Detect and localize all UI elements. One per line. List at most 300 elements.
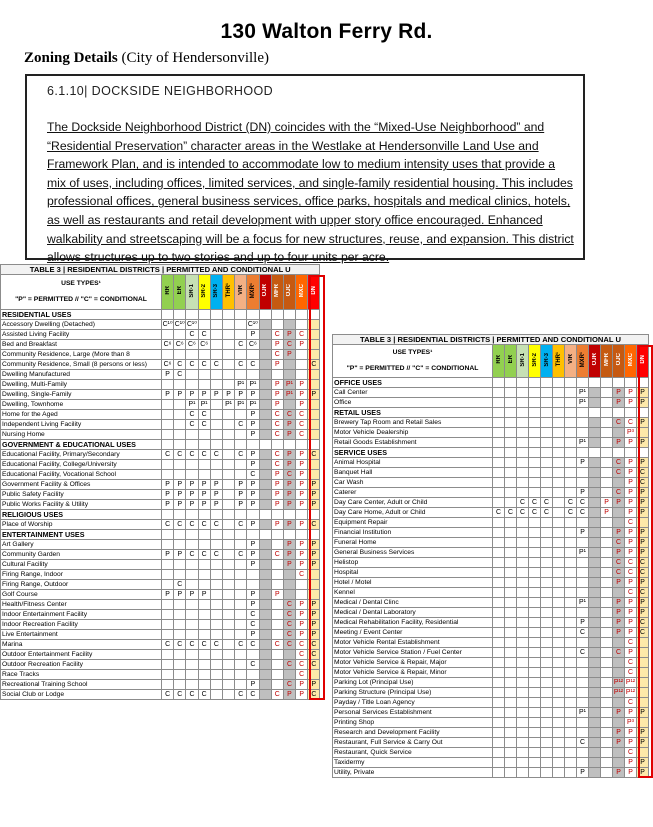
zone-cell (296, 590, 308, 600)
zone-cell (565, 588, 577, 598)
zone-cell (505, 518, 517, 528)
zone-cell (529, 388, 541, 398)
zone-cell (283, 510, 295, 520)
zone-cell (235, 570, 247, 580)
table-row (1, 460, 320, 470)
zone-cell (517, 568, 529, 578)
zone-cell (637, 718, 649, 728)
zone-cell (259, 420, 271, 430)
zoning-city: (City of Hendersonville) (117, 50, 269, 66)
zone-label: OJC (615, 353, 622, 366)
zone-cell (529, 618, 541, 628)
zone-cell (247, 510, 259, 520)
zone-cell: P (296, 680, 308, 690)
zone-cell (198, 630, 210, 640)
zone-cell (259, 550, 271, 560)
zone-cell (517, 638, 529, 648)
zone-cell (517, 558, 529, 568)
zone-cell (505, 398, 517, 408)
zone-cell (541, 448, 553, 458)
zone-cell: P (308, 480, 320, 490)
zone-cell: C (235, 520, 247, 530)
zone-cell (259, 470, 271, 480)
zone-cell: C (308, 640, 320, 650)
zone-cell (613, 378, 625, 388)
zone-cell (174, 650, 186, 660)
zone-cell (259, 390, 271, 400)
zone-cell (553, 688, 565, 698)
zone-cell (174, 310, 186, 320)
table-row (333, 588, 649, 598)
zone-cell (613, 698, 625, 708)
zone-cell (553, 588, 565, 598)
zone-cell: C (613, 538, 625, 548)
zone-cell (222, 610, 234, 620)
zone-cell: C (174, 360, 186, 370)
zone-cell (613, 478, 625, 488)
zone-cell (222, 620, 234, 630)
zone-header-mfr (601, 345, 613, 378)
zone-cell (637, 428, 649, 438)
zone-cell (517, 398, 529, 408)
use-label: Outdoor Recreation Facility (1, 660, 162, 670)
use-label: Restaurant, Full Service & Carry Out (333, 738, 493, 748)
zone-cell (493, 398, 505, 408)
zone-cell (505, 768, 517, 778)
zone-cell (529, 728, 541, 738)
zone-cell: P (283, 550, 295, 560)
zone-cell (493, 418, 505, 428)
table-row (1, 650, 320, 660)
zone-cell (259, 530, 271, 540)
zone-cell: C (198, 450, 210, 460)
zone-cell (613, 428, 625, 438)
zone-cell (589, 698, 601, 708)
zone-cell: C (235, 360, 247, 370)
zone-header-er (174, 275, 186, 310)
zone-cell (186, 460, 198, 470)
zone-cell (247, 350, 259, 360)
zone-cell: P (308, 500, 320, 510)
zone-cell (541, 428, 553, 438)
table-row (1, 330, 320, 340)
zone-cell: P (247, 390, 259, 400)
zone-cell (637, 448, 649, 458)
zone-cell: P¹ (577, 548, 589, 558)
zone-cell (517, 388, 529, 398)
zone-cell (541, 638, 553, 648)
table-row (333, 558, 649, 568)
use-types-header (333, 345, 493, 378)
zone-cell (222, 550, 234, 560)
zone-cell (162, 650, 174, 660)
section-paragraph: The Dockside Neighborhood District (DN) coincides with the “Mixed-Use Neighborhood” and “Residential Preservation” character areas in the Westlake at Hendersonville Land Use and Framework Plan, and is intended to accommodate low to medium intensity uses that provide a mix of uses, including offices, limited services, and single-family residential housing. This includes professional offices, general business services, office parks, hospitals and medical clinics, hotels, as well as restaurants and retail development with upper story office encouraged. Enhanced walkability and streetscaping will be a focus for new structures, reuse, and expansion. This district allows structures up to two stories and up to four units per acre. (47, 120, 574, 265)
table-row (333, 388, 649, 398)
zone-cell (553, 398, 565, 408)
zone-cell: C (577, 498, 589, 508)
zone-cell: P (625, 458, 637, 468)
zone-header-mfr (271, 275, 283, 310)
zone-cell (198, 560, 210, 570)
zone-cell: C (247, 470, 259, 480)
zone-cell (517, 708, 529, 718)
use-label: Recreational Training School (1, 680, 162, 690)
use-label: Helistop (333, 558, 493, 568)
zone-cell: C (283, 610, 295, 620)
zone-cell: C¹⁰ (186, 320, 197, 328)
table-row (1, 600, 320, 610)
zone-cell (541, 408, 553, 418)
zone-cell (565, 688, 577, 698)
zone-cell (235, 600, 247, 610)
use-label: Hotel / Motel (333, 578, 493, 588)
zone-cell (541, 398, 553, 408)
zone-cell (541, 538, 553, 548)
zone-cell (174, 660, 186, 670)
zone-cell (210, 430, 222, 440)
zone-cell: P¹ (235, 380, 247, 390)
zone-cell: P (637, 708, 649, 718)
zone-cell (198, 570, 210, 580)
zone-cell: P (613, 738, 625, 748)
zone-cell (625, 408, 637, 418)
zone-cell (601, 548, 613, 558)
zone-cell (505, 448, 517, 458)
category-label: GOVERNMENT & EDUCATIONAL USES (1, 440, 162, 450)
zone-label: SR-1 (519, 352, 526, 367)
zone-cell (601, 448, 613, 458)
zone-cell (505, 758, 517, 768)
zone-cell (259, 560, 271, 570)
zone-cell (210, 530, 222, 540)
zone-cell (174, 460, 186, 470)
zone-cell: P (210, 500, 222, 510)
table-caption: TABLE 3 | RESIDENTIAL DISTRICTS | PERMITTED AND CONDITIONAL U (333, 335, 649, 345)
zone-cell (613, 508, 625, 518)
zone-cell (222, 530, 234, 540)
zone-cell (174, 630, 186, 640)
zone-cell (186, 510, 198, 520)
zone-cell: P (271, 500, 283, 510)
table-row (333, 728, 649, 738)
zone-cell (493, 748, 505, 758)
use-label: Motor Vehicle Service & Repair, Minor (333, 668, 493, 678)
zone-cell (529, 608, 541, 618)
zone-cell (529, 708, 541, 718)
use-label: Animal Hospital (333, 458, 493, 468)
zone-cell (613, 408, 625, 418)
zone-cell (186, 470, 198, 480)
zone-cell (222, 510, 234, 520)
zone-cell (210, 440, 222, 450)
use-label: Cultural Facility (1, 560, 162, 570)
zone-cell (637, 638, 649, 648)
zone-cell (565, 478, 577, 488)
category-row (1, 530, 320, 540)
zone-cell (210, 510, 222, 520)
table-row (1, 360, 320, 370)
use-label: Firing Range, Indoor (1, 570, 162, 580)
zone-cell (565, 748, 577, 758)
zone-cell (235, 350, 247, 360)
category-row (333, 408, 649, 418)
zone-cell (529, 668, 541, 678)
zone-cell: P (637, 538, 649, 548)
zone-cell: P¹ (577, 398, 589, 408)
zone-cell: C (186, 520, 198, 530)
zone-cell: P (162, 550, 174, 560)
table-row (333, 738, 649, 748)
zone-cell (529, 538, 541, 548)
zone-cell: C⁶ (162, 360, 174, 370)
zone-cell (577, 428, 589, 438)
zone-cell: P¹ (247, 380, 259, 390)
table-row (333, 598, 649, 608)
zone-cell (259, 340, 271, 350)
zone-cell (259, 430, 271, 440)
use-label: Dwelling, Multi-Family (1, 380, 162, 390)
zone-cell (505, 718, 517, 728)
zone-cell (283, 400, 295, 410)
table-row (1, 670, 320, 680)
zone-cell (174, 430, 186, 440)
zone-cell (517, 758, 529, 768)
zone-cell (235, 620, 247, 630)
zone-cell (222, 440, 234, 450)
zone-cell (259, 400, 271, 410)
zone-cell (589, 608, 601, 618)
zone-cell (565, 738, 577, 748)
zone-cell (553, 758, 565, 768)
category-label: RELIGIOUS USES (1, 510, 162, 520)
zone-cell (198, 660, 210, 670)
zone-cell (174, 680, 186, 690)
zone-cell: C (198, 420, 210, 430)
zone-cell (235, 560, 247, 570)
zone-cell (637, 658, 649, 668)
page-title: 130 Walton Ferry Rd. (220, 20, 433, 43)
zone-cell (493, 638, 505, 648)
zone-header-ojc (613, 345, 625, 378)
use-label: Research and Development Facility (333, 728, 493, 738)
zone-cell (577, 758, 589, 768)
zone-cell: C (283, 470, 295, 480)
zone-cell: C (162, 520, 174, 530)
zone-label: SR-3 (543, 352, 550, 367)
zone-cell (637, 518, 649, 528)
zone-cell: P (308, 550, 320, 560)
zone-cell (493, 688, 505, 698)
zone-cell: P (625, 608, 637, 618)
zone-cell (541, 608, 553, 618)
zone-cell: P¹ (577, 388, 589, 398)
zone-cell: C (235, 340, 247, 350)
table-row (1, 420, 320, 430)
zone-cell (198, 440, 210, 450)
zone-cell (529, 758, 541, 768)
zone-cell (247, 530, 259, 540)
zone-cell (517, 768, 529, 778)
zone-cell (259, 610, 271, 620)
table-row (333, 618, 649, 628)
zone-cell (505, 698, 517, 708)
zone-cell: C (308, 520, 320, 530)
zone-cell: P (613, 628, 625, 638)
zone-cell: C (198, 550, 210, 560)
zone-cell (505, 468, 517, 478)
zone-cell (589, 508, 601, 518)
zone-cell (553, 648, 565, 658)
zone-cell (505, 408, 517, 418)
zone-cell: P (577, 768, 589, 778)
zone-cell (247, 370, 259, 380)
zone-cell: C (493, 508, 505, 518)
zone-cell (198, 350, 210, 360)
zone-cell: P (271, 590, 283, 600)
zone-cell (565, 388, 577, 398)
zone-cell (505, 558, 517, 568)
zone-cell (235, 310, 247, 320)
zone-cell (553, 678, 565, 688)
zone-cell (529, 408, 541, 418)
zone-cell: P (271, 470, 283, 480)
zone-cell: P (613, 608, 625, 618)
zone-cell: C (613, 468, 625, 478)
zone-cell (222, 410, 234, 420)
zone-cell: P (308, 600, 320, 610)
zone-cell (589, 598, 601, 608)
use-label: Educational Facility, College/University (1, 460, 162, 470)
zone-cell (601, 418, 613, 428)
zone-cell (222, 640, 234, 650)
zone-cell: P¹ (186, 400, 198, 410)
zone-cell (541, 708, 553, 718)
zone-cell (222, 650, 234, 660)
zone-cell: P¹ (577, 708, 589, 718)
zone-cell (259, 350, 271, 360)
zone-cell: C (296, 430, 308, 440)
zone-cell (493, 708, 505, 718)
zone-cell (601, 558, 613, 568)
zone-cell (174, 620, 186, 630)
use-label: Car Wash (333, 478, 493, 488)
zone-cell: P (174, 550, 186, 560)
table-row (1, 320, 320, 330)
zone-cell: P (613, 578, 625, 588)
zone-cell: C (613, 488, 625, 498)
zone-cell (493, 648, 505, 658)
zone-cell (162, 630, 174, 640)
zone-cell (541, 568, 553, 578)
zone-cell: C (235, 450, 247, 460)
zone-header-ojc (283, 275, 295, 310)
zone-cell (589, 418, 601, 428)
zone-cell (589, 548, 601, 558)
zone-cell (505, 668, 517, 678)
zone-label: ER (507, 355, 514, 364)
zone-cell: P (637, 458, 649, 468)
zone-cell: C (235, 640, 247, 650)
use-label: Outdoor Entertainment Facility (1, 650, 162, 660)
use-label: Hospital (333, 568, 493, 578)
zone-cell: P (247, 490, 259, 500)
table-row (333, 478, 649, 488)
zone-cell: C⁶ (186, 340, 198, 350)
zone-cell (186, 580, 198, 590)
zone-header-sr3 (541, 345, 553, 378)
zone-cell: C (186, 360, 198, 370)
zone-cell (601, 618, 613, 628)
zone-cell: P (625, 548, 637, 558)
zone-cell: P (308, 630, 320, 640)
zone-cell (613, 668, 625, 678)
zone-cell (222, 590, 234, 600)
table-row (1, 620, 320, 630)
zone-cell: P (637, 608, 649, 618)
zone-cell: P (637, 388, 649, 398)
zone-cell: P¹ (283, 390, 295, 400)
use-label: Golf Course (1, 590, 162, 600)
zone-cell (565, 758, 577, 768)
zone-cell: P (625, 628, 637, 638)
table-row (333, 668, 649, 678)
zone-cell: C (271, 330, 283, 340)
zone-cell: P (296, 470, 308, 480)
zone-cell (296, 320, 308, 330)
table-row (1, 660, 320, 670)
zone-cell: P (637, 728, 649, 738)
zone-cell (162, 610, 174, 620)
zone-cell: P (162, 500, 174, 510)
zone-cell: P³ (625, 428, 637, 438)
zone-cell (308, 400, 320, 410)
zone-cell (259, 660, 271, 670)
zone-cell (589, 408, 601, 418)
zone-cell (589, 448, 601, 458)
zone-cell (493, 468, 505, 478)
zone-cell: P (625, 758, 637, 768)
zone-cell: C (210, 450, 222, 460)
zone-cell (162, 510, 174, 520)
table-row (1, 490, 320, 500)
zone-cell (553, 668, 565, 678)
zone-cell (222, 670, 234, 680)
zone-cell: P (247, 410, 259, 420)
zone-cell: P (625, 728, 637, 738)
zone-cell (493, 458, 505, 468)
zone-cell: P (162, 590, 174, 600)
zone-header-vir (565, 345, 577, 378)
use-label: Day Care Home, Adult or Child (333, 508, 493, 518)
zone-label: DN (310, 286, 317, 295)
zone-cell (589, 738, 601, 748)
zone-cell (577, 568, 589, 578)
zone-cell: P (283, 350, 295, 360)
zone-cell: C (247, 660, 259, 670)
zone-cell: P (283, 420, 295, 430)
zone-cell: C (283, 660, 295, 670)
zone-cell (577, 688, 589, 698)
zone-cell (601, 488, 613, 498)
zone-cell (210, 330, 222, 340)
zone-cell (601, 428, 613, 438)
zone-cell (601, 748, 613, 758)
zone-cell (517, 528, 529, 538)
use-label: Caterer (333, 488, 493, 498)
zone-cell: P (613, 398, 625, 408)
zone-cell (222, 570, 234, 580)
use-label: Motor Vehicle Service Station / Fuel Center (333, 648, 493, 658)
